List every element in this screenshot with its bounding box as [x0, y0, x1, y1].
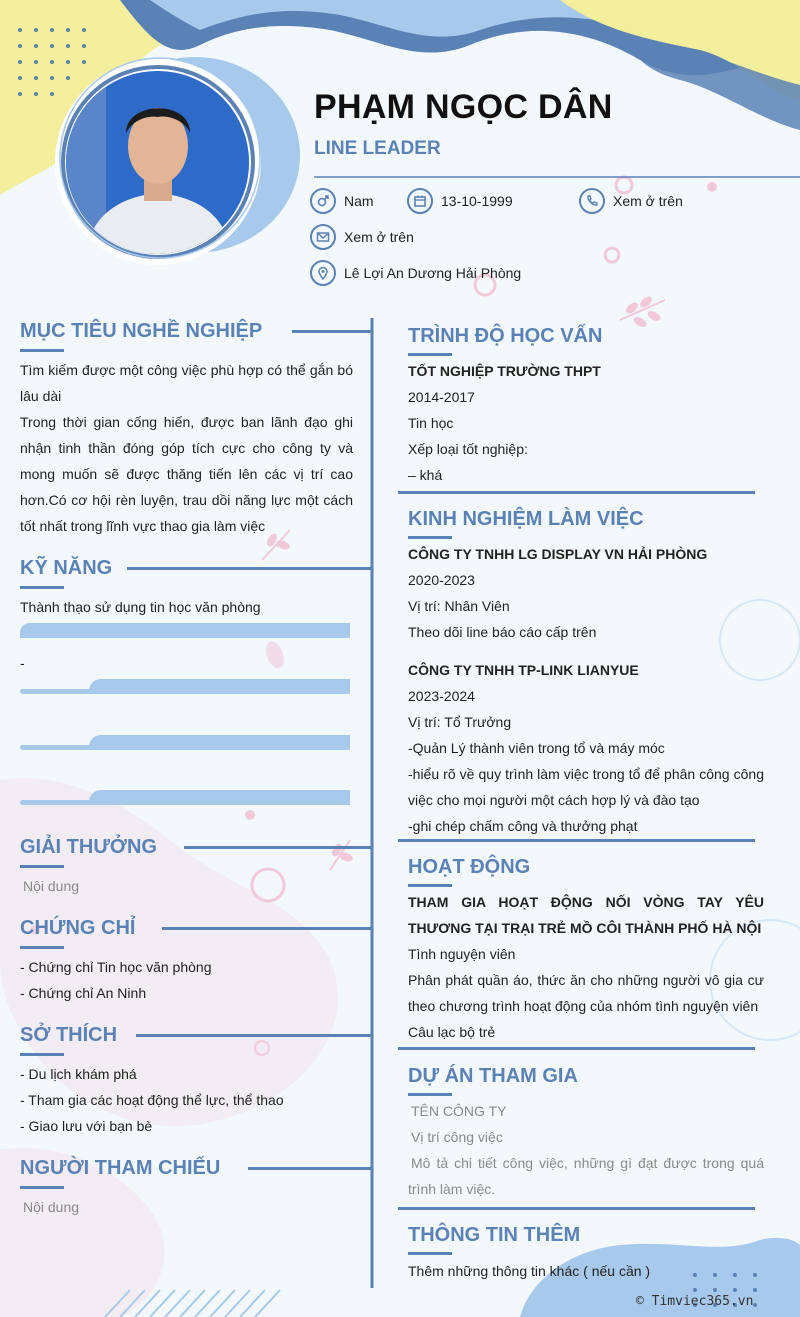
heading-connector	[248, 1167, 372, 1170]
certificates-list	[20, 954, 212, 1006]
extra-info-heading: THÔNG TIN THÊM	[408, 1224, 581, 1246]
heading-connector	[136, 1034, 372, 1037]
hobbies-list	[20, 1061, 284, 1139]
projects-block	[408, 1098, 764, 1202]
gender-icon	[310, 188, 336, 214]
gender-row	[310, 188, 374, 214]
phone-row	[579, 188, 683, 214]
skill-bar-fill	[89, 735, 350, 750]
avatar	[66, 71, 249, 254]
experience-heading: KINH NGHIỆM LÀM VIỆC	[408, 508, 644, 530]
objective-p1: Tìm kiếm được một công việc phù hợp có thể gắn bó lâu dài	[20, 362, 353, 404]
job-2-company: CÔNG TY TNHH TP-LINK LIANYUE	[408, 662, 639, 678]
heading-connector	[292, 330, 372, 333]
heading-connector	[184, 846, 372, 849]
skill-bar-fill	[89, 679, 350, 694]
hobby-item: - Tham gia các hoạt động thể lực, thể thao	[20, 1092, 284, 1108]
project-company: TÊN CÔNG TY	[411, 1103, 507, 1119]
job-2-years: 2023-2024	[408, 688, 475, 704]
awards-content: Nội dung	[23, 878, 80, 894]
job-2-description: -ghi chép chấm công và thưởng phạt	[408, 818, 638, 834]
skill-level-bar	[20, 735, 350, 750]
projects-heading: DỰ ÁN THAM GIA	[408, 1065, 578, 1087]
heading-underline	[408, 536, 452, 539]
job-2-description: -Quản Lý thành viên trong tổ và máy móc	[408, 740, 665, 756]
portrait-photo	[66, 71, 249, 254]
gender-value: Nam	[344, 193, 374, 209]
email-value: Xem ở trên	[344, 229, 414, 245]
birthday-row	[407, 188, 513, 214]
skill-level-bar	[20, 790, 350, 805]
email-row	[310, 224, 414, 250]
objective-heading: MỤC TIÊU NGHỀ NGHIỆP	[20, 320, 263, 342]
objective-p2: Trong thời gian cống hiến, được ban lãnh đạo ghi nhận tinh thần đóng góp tích cực cho công ty và mong muốn sẽ được thăng tiến lên các vị trí cao hơn.Có cơ hội rèn luyện, trau dồi năng lực một cách tốt nhất trong lĩnh vực thao gia làm việc	[20, 414, 353, 534]
location-pin-icon	[310, 260, 336, 286]
experience-block	[408, 541, 764, 839]
activity-description: Phân phát quần áo, thức ăn cho những người vô gia cư theo chương trình hoạt động của nhóm tình nguyện viên	[408, 972, 764, 1014]
education-years: 2014-2017	[408, 389, 475, 405]
job-1-years: 2020-2023	[408, 572, 475, 588]
education-block	[408, 358, 764, 488]
awards-heading: GIẢI THƯỞNG	[20, 836, 157, 858]
skill-level-bar	[20, 679, 350, 694]
heading-underline	[20, 865, 64, 868]
job-title: LINE LEADER	[314, 138, 441, 159]
extra-info-content: Thêm những thông tin khác ( nếu cần )	[408, 1263, 651, 1279]
activity-club: Câu lạc bộ trẻ	[408, 1024, 496, 1040]
skill-2-name: -	[20, 655, 25, 671]
activity-role: Tình nguyện viên	[408, 946, 516, 962]
section-divider	[398, 491, 755, 494]
project-description: Mô tả chi tiết công việc, những gì đạt được trong quá trình làm việc.	[408, 1155, 764, 1197]
birthday-value: 13-10-1999	[441, 193, 513, 209]
phone-icon	[579, 188, 605, 214]
heading-underline	[20, 946, 64, 949]
skill-1-name: Thành thạo sử dụng tin học văn phòng	[20, 599, 261, 615]
hobbies-heading: SỞ THÍCH	[20, 1024, 118, 1046]
references-heading: NGƯỜI THAM CHIẾU	[20, 1157, 221, 1179]
heading-connector	[162, 927, 372, 930]
references-content: Nội dung	[23, 1199, 80, 1215]
school-name: TỐT NGHIỆP TRƯỜNG THPT	[408, 363, 601, 379]
heading-underline	[20, 1053, 64, 1056]
envelope-icon	[310, 224, 336, 250]
candidate-name: PHẠM NGỌC DÂN	[314, 88, 613, 126]
heading-underline	[20, 349, 64, 352]
heading-underline	[20, 586, 64, 589]
graduation-rank: – khá	[408, 467, 443, 483]
section-divider	[398, 839, 755, 842]
calendar-icon	[407, 188, 433, 214]
skills-heading: KỸ NĂNG	[20, 557, 113, 579]
job-2-position: Vị trí: Tổ Trưởng	[408, 714, 512, 730]
job-1-position: Vị trí: Nhân Viên	[408, 598, 510, 614]
objective-text	[20, 357, 353, 539]
education-major: Tin học	[408, 415, 454, 431]
skill-bar-fill	[89, 790, 350, 805]
skill-level-bar	[20, 623, 350, 638]
activities-block	[408, 889, 764, 1045]
address-row	[310, 260, 521, 286]
section-divider	[398, 1047, 755, 1050]
heading-connector	[127, 567, 372, 570]
copyright: © Timviec365.vn	[636, 1294, 754, 1309]
certificate-item: - Chứng chỉ An Ninh	[20, 985, 147, 1001]
job-1-description: Theo dõi line báo cáo cấp trên	[408, 624, 597, 640]
activities-heading: HOẠT ĐỘNG	[408, 856, 531, 878]
heading-underline	[20, 1186, 64, 1189]
section-divider	[398, 1207, 755, 1210]
job-1-company: CÔNG TY TNHH LG DISPLAY VN HẢI PHÒNG	[408, 546, 708, 562]
heading-underline	[408, 1252, 452, 1255]
certificates-heading: CHỨNG CHỈ	[20, 917, 136, 939]
graduation-rank-label: Xếp loại tốt nghiệp:	[408, 441, 528, 457]
activity-name: THAM GIA HOẠT ĐỘNG NỐI VÒNG TAY YÊU THƯƠNG TẠI TRẠI TRẺ MỒ CÔI THÀNH PHỐ HÀ NỘI	[408, 894, 764, 936]
hobby-item: - Du lịch khám phá	[20, 1066, 137, 1082]
certificate-item: - Chứng chỉ Tin học văn phòng	[20, 959, 212, 975]
phone-value: Xem ở trên	[613, 193, 683, 209]
heading-underline	[408, 884, 452, 887]
address-value: Lê Lợi An Dương Hải Phòng	[344, 265, 522, 281]
project-position: Vị trí công việc	[411, 1129, 503, 1145]
hobby-item: - Giao lưu với bạn bè	[20, 1118, 153, 1134]
heading-underline	[408, 353, 452, 356]
heading-underline	[408, 1093, 452, 1096]
job-2-description: -hiểu rõ về quy trình làm việc trong tổ để phân công công việc cho mọi người một cách hợp lý và đào tạo	[408, 766, 764, 808]
education-heading: TRÌNH ĐỘ HỌC VẤN	[408, 325, 603, 347]
